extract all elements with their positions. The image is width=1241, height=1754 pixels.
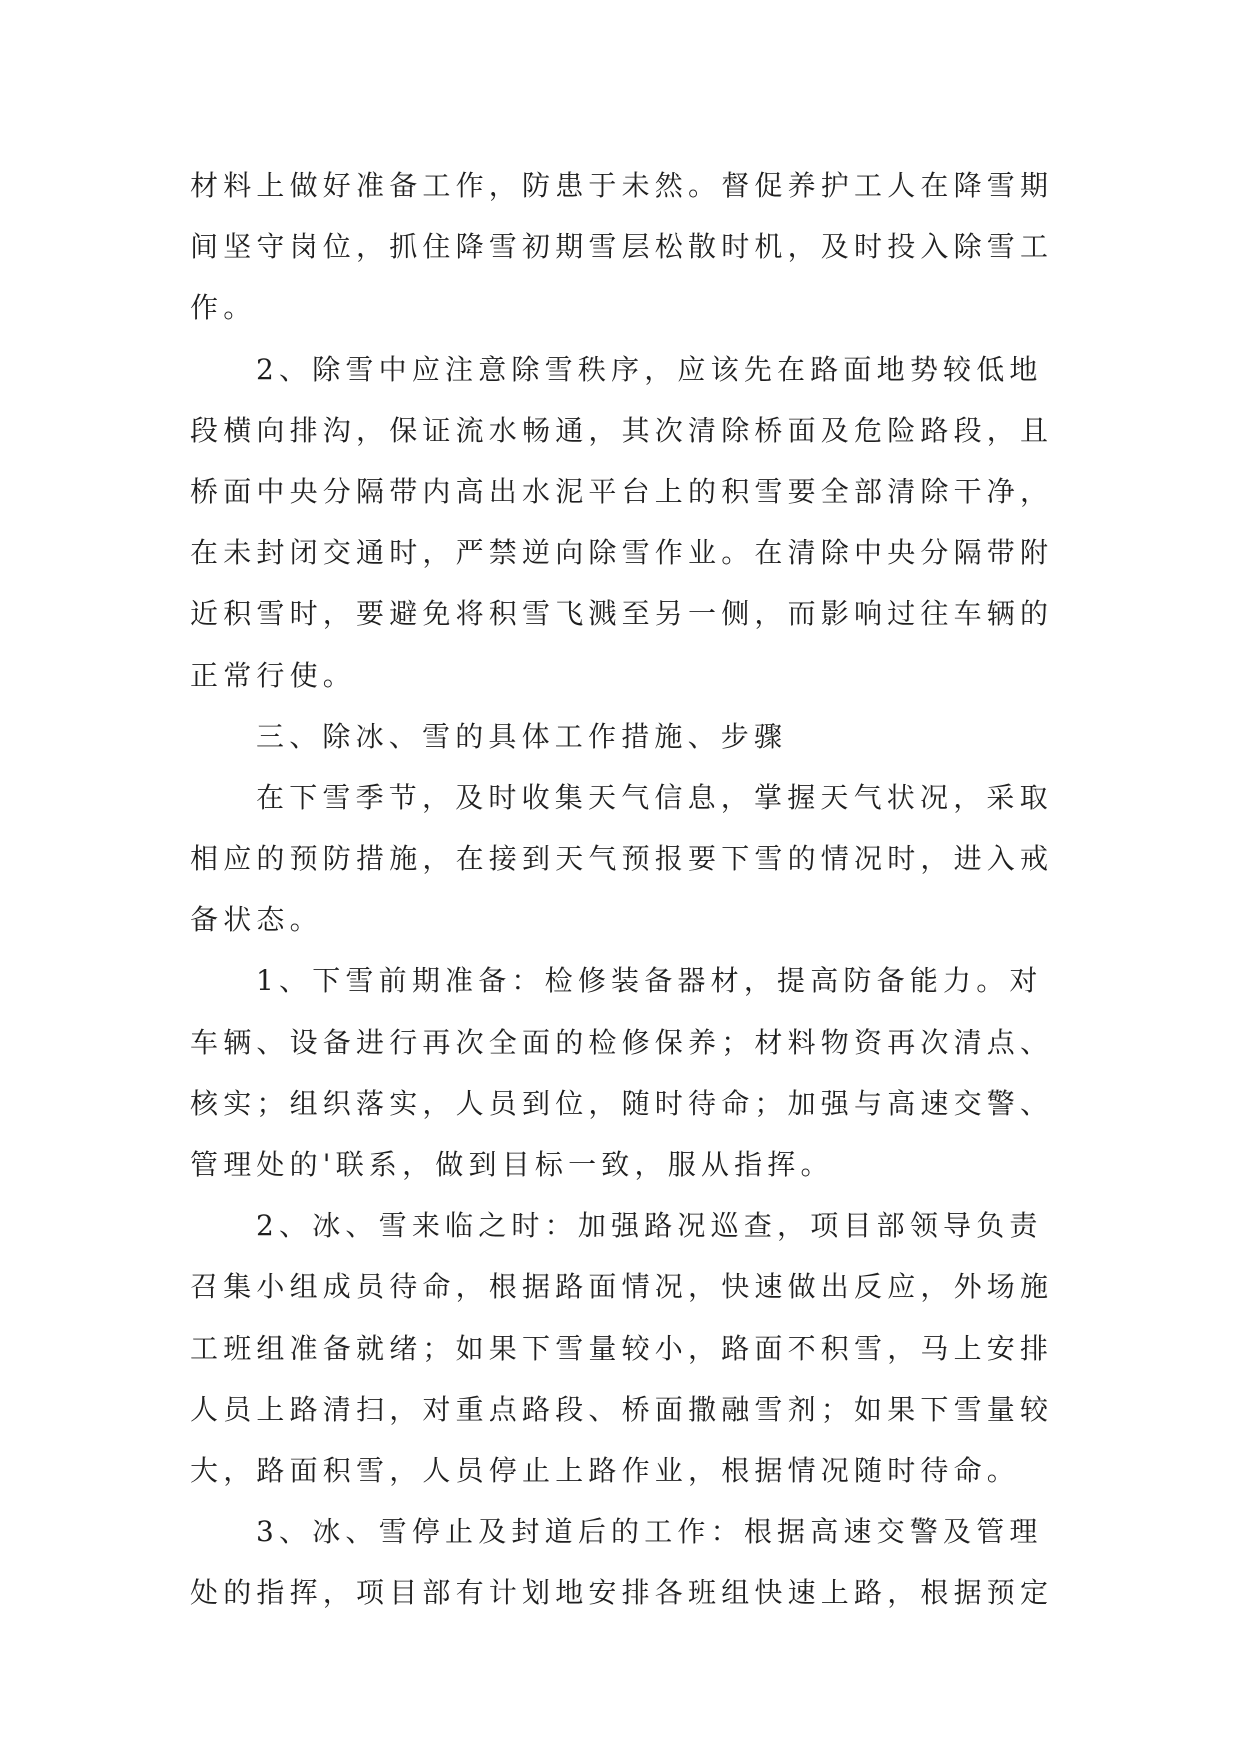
text-line: 车辆、设备进行再次全面的检修保养；材料物资再次清点、 (190, 1025, 1054, 1059)
text-line: 材料上做好准备工作，防患于未然。督促养护工人在降雪期 (190, 169, 1054, 202)
text-line: 在下雪季节，及时收集天气信息，掌握天气状况，采取 (256, 780, 1053, 814)
text-line: 工班组准备就绪；如果下雪量较小，路面不积雪，马上安排 (190, 1331, 1054, 1365)
text-line: 1、下雪前期准备：检修装备器材，提高防备能力。对 (256, 964, 1043, 998)
text-line: 段横向排沟，保证流水畅通，其次清除桥面及危险路段，且 (190, 413, 1054, 447)
text-line: 2、除雪中应注意除雪秩序，应该先在路面地势较低地 (256, 352, 1043, 386)
text-line: 间坚守岗位，抓住降雪初期雪层松散时机，及时投入除雪工 (190, 230, 1054, 264)
text-line: 召集小组成员待命，根据路面情况，快速做出反应，外场施 (190, 1270, 1054, 1304)
text-line: 人员上路清扫，对重点路段、桥面撒融雪剂；如果下雪量较 (190, 1392, 1054, 1426)
text-line: 备状态。 (190, 903, 323, 937)
text-line: 相应的预防措施，在接到天气预报要下雪的情况时，进入戒 (190, 842, 1054, 876)
body-text (190, 155, 1052, 1624)
text-line: 核实；组织落实，人员到位，随时待命；加强与高速交警、 (190, 1086, 1054, 1120)
text-line: 正常行使。 (190, 658, 357, 692)
text-line: 桥面中央分隔带内高出水泥平台上的积雪要全部清除干净， (190, 474, 1054, 508)
text-line: 2、冰、雪来临之时：加强路况巡查，项目部领导负责 (256, 1209, 1043, 1243)
text-line: 大，路面积雪，人员停止上路作业，根据情况随时待命。 (190, 1453, 1021, 1487)
text-line: 管理处的'联系，做到目标一致，服从指挥。 (190, 1148, 834, 1181)
text-line: 3、冰、雪停止及封道后的工作：根据高速交警及管理 (256, 1515, 1043, 1549)
text-line: 处的指挥，项目部有计划地安排各班组快速上路，根据预定 (190, 1576, 1054, 1610)
text-line: 作。 (190, 291, 257, 325)
section-heading: 三、除冰、雪的具体工作措施、步骤 (256, 719, 788, 753)
text-line: 在未封闭交通时，严禁逆向除雪作业。在清除中央分隔带附 (190, 536, 1054, 570)
text-line: 近积雪时，要避免将积雪飞溅至另一侧，而影响过往车辆的 (190, 597, 1054, 631)
